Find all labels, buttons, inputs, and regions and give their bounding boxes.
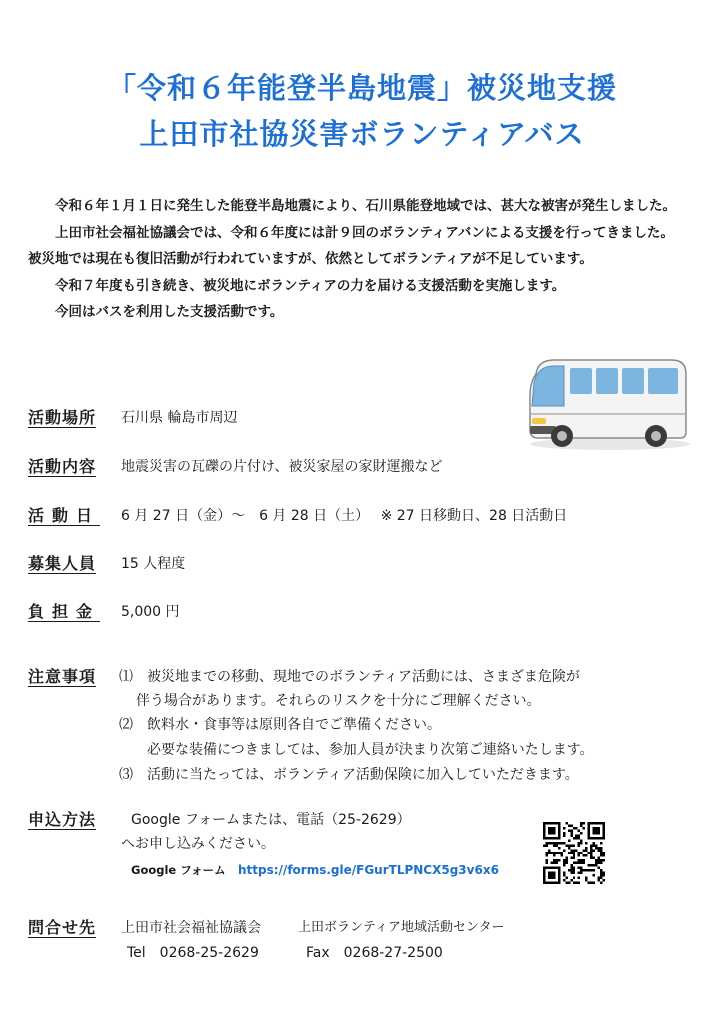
contact-org: 上田市社会福祉協議会 — [121, 920, 261, 936]
people-value: 15 人程度 — [121, 556, 186, 572]
google-form-link[interactable]: https://forms.gle/FGurTLPNCX5g3v6x6 — [238, 863, 499, 877]
contact-label: 問合せ先 — [28, 918, 97, 937]
intro-paragraph: 令和６年１月１日に発生した能登半島地震により、石川県能登地域では、甚大な被害が発生しました。 — [55, 198, 676, 214]
content-label: 活動内容 — [28, 457, 97, 476]
note-1-line-2: 伴う場合があります。それらのリスクを十分にご理解ください。 — [136, 693, 541, 709]
content-value: 地震災害の瓦礫の片付け、被災家屋の家財運搬など — [121, 459, 443, 475]
intro-text — [28, 193, 678, 326]
apply-line-1: Google フォームまたは、電話（25-2629） — [131, 812, 411, 828]
contact-tel: Tel 0268-25-2629 — [127, 945, 259, 961]
contact-center: 上田ボランティア地域活動センター — [298, 920, 505, 935]
intro-paragraph: 令和７年度も引き続き、被災地にボランティアの力を届ける支援活動を実施します。 — [55, 277, 566, 294]
note-3-line-1: 活動に当たっては、ボランティア活動保険に加入していただきます。 — [147, 767, 579, 783]
fee-label: 負担金 — [28, 602, 101, 621]
note-2-mark: ⑵ — [119, 717, 133, 733]
contact-fax: Fax 0268-27-2500 — [306, 945, 443, 961]
people-label: 募集人員 — [28, 554, 97, 573]
date-label: 活動日 — [28, 506, 101, 525]
intro-paragraph: 今回はバスを利用した支援活動です。 — [55, 304, 284, 320]
note-3-mark: ⑶ — [119, 767, 133, 783]
intro-paragraph: 上田市社会福祉協議会では、令和６年度には計９回のボランティアバンによる支援を行ってきました。被災地では現在も復旧活動が行われていますが、依然としてボランティアが不足しています。 — [28, 224, 674, 267]
apply-label: 申込方法 — [28, 810, 97, 829]
title-line-1: 「令和６年能登半島地震」被災地支援 — [106, 71, 617, 105]
location-value: 石川県 輪島市周辺 — [121, 410, 238, 426]
qr-code-icon[interactable] — [543, 822, 605, 884]
date-value: 6 月 27 日（金）～ 6 月 28 日（土） ※ 27 日移動日、28 日活動日 — [121, 508, 568, 524]
note-1-mark: ⑴ — [119, 669, 133, 685]
google-form-label: Google フォーム — [131, 863, 226, 877]
bus-icon — [522, 352, 692, 452]
title-line-2: 上田市社協災害ボランティアバス — [139, 117, 585, 151]
note-2-line-2: 必要な装備につきましては、参加人員が決まり次第ご連絡いたします。 — [147, 742, 594, 758]
note-1-line-1: 被災地までの移動、現地でのボランティア活動には、さまざま危険が — [147, 669, 580, 685]
location-label: 活動場所 — [28, 408, 97, 427]
apply-line-2: へお申し込みください。 — [121, 836, 275, 852]
notes-label: 注意事項 — [28, 667, 97, 686]
fee-value: 5,000 円 — [121, 604, 180, 620]
note-2-line-1: 飲料水・食事等は原則各自でご準備ください。 — [147, 717, 441, 733]
